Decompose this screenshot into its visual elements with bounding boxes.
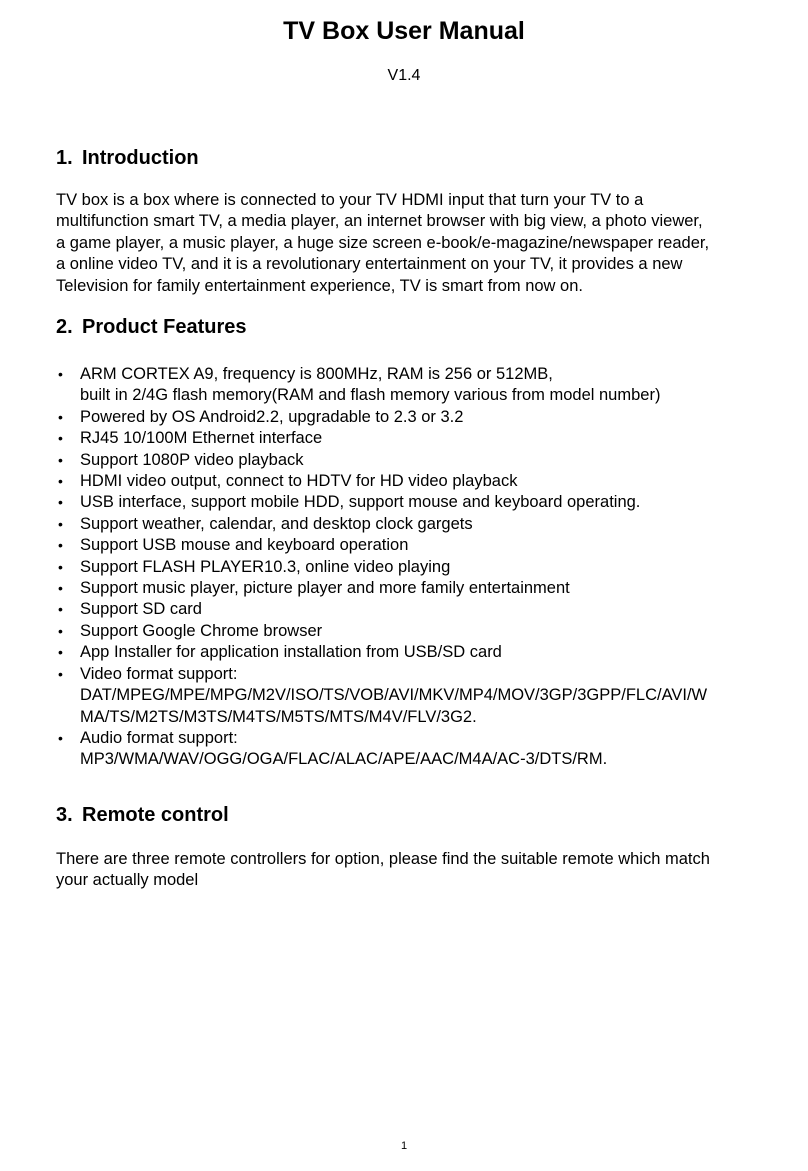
section-heading-remote-control: [56, 802, 229, 828]
section-number: 3.: [56, 804, 73, 826]
section-title: Product Features: [82, 316, 247, 338]
bullet-icon: •: [58, 729, 63, 746]
bullet-icon: •: [58, 580, 63, 597]
feature-list-item: [56, 535, 796, 556]
feature-list-item: [56, 407, 796, 428]
introduction-paragraph: TV box is a box where is connected to your TV HDMI input that turn your TV to a multifunction smart TV, a media player, an internet browser with big view, a photo viewer, a game player, a music player, a huge size screen e-book/e-magazine/newspaper reader, a online video TV, and it is a revolutionary entertainment on your TV, it provides a new Television for family entertainment experience, TV is smart from now on.: [56, 191, 710, 295]
feature-text: Support SD card: [80, 600, 202, 619]
feature-text: Support Google Chrome browser: [80, 621, 323, 640]
section-heading-introduction: [56, 145, 199, 171]
feature-list-item: [56, 664, 796, 728]
feature-list-item: [56, 428, 796, 449]
section-number: 1.: [56, 147, 73, 169]
bullet-icon: •: [58, 515, 63, 532]
bullet-icon: •: [58, 622, 63, 639]
bullet-icon: •: [58, 366, 63, 382]
feature-list-item: [56, 578, 796, 599]
feature-text: RJ45 10/100M Ethernet interface: [80, 429, 323, 448]
section-heading-product-features: [56, 314, 246, 340]
bullet-icon: •: [58, 665, 63, 682]
bullet-icon: •: [58, 494, 63, 511]
section-title: Remote control: [82, 804, 229, 826]
feature-text: USB interface, support mobile HDD, support mouse and keyboard operating.: [80, 493, 641, 512]
bullet-icon: •: [58, 451, 63, 468]
bullet-icon: •: [58, 408, 63, 425]
feature-text: Support weather, calendar, and desktop clock gargets: [80, 514, 473, 533]
document-title: TV Box User Manual: [283, 17, 525, 45]
bullet-icon: •: [58, 601, 63, 618]
feature-text: Support 1080P video playback: [80, 450, 304, 469]
feature-text: HDMI video output, connect to HDTV for HD video playback: [80, 472, 518, 491]
feature-list-item: [56, 621, 796, 642]
feature-text: Video format support: DAT/MPEG/MPE/MPG/M2V/ISO/TS/VOB/AVI/MKV/MP4/MOV/3GP/3GPP/FLC/AVI/W MA/TS/M2TS/M3TS/M4TS/M5TS/MTS/M4V/FLV/3G2.: [80, 664, 708, 726]
bullet-icon: •: [58, 537, 63, 554]
feature-list-item: [56, 557, 796, 578]
feature-text: Powered by OS Android2.2, upgradable to 2.3 or 3.2: [80, 407, 464, 426]
feature-list-item: [56, 514, 796, 535]
bullet-icon: •: [58, 558, 63, 575]
bullet-icon: •: [58, 430, 63, 447]
section-number: 2.: [56, 316, 73, 338]
feature-text: ARM CORTEX A9, frequency is 800MHz, RAM is 256 or 512MB, built in 2/4G flash memory(RAM and flash memory various from model number): [80, 365, 661, 405]
feature-text: Support music player, picture player and more family entertainment: [80, 579, 570, 598]
product-features-list: [56, 364, 796, 771]
bullet-icon: •: [58, 644, 63, 661]
document-version: V1.4: [387, 67, 421, 84]
feature-text: App Installer for application installation from USB/SD card: [80, 643, 502, 662]
feature-list-item: [56, 450, 796, 471]
feature-list-item: [56, 599, 796, 620]
feature-list-item: [56, 728, 796, 771]
section-title: Introduction: [82, 147, 199, 169]
bullet-icon: •: [58, 473, 63, 490]
remote-control-paragraph: There are three remote controllers for option, please find the suitable remote which match your actually model: [56, 850, 710, 890]
feature-list-item: [56, 364, 796, 407]
feature-list-item: [56, 471, 796, 492]
feature-text: Audio format support: MP3/WMA/WAV/OGG/OGA/FLAC/ALAC/APE/AAC/M4A/AC-3/DTS/RM.: [80, 728, 608, 769]
feature-list-item: [56, 642, 796, 663]
feature-text: Support FLASH PLAYER10.3, online video playing: [80, 557, 451, 576]
page-number: 1: [400, 1140, 408, 1152]
feature-text: Support USB mouse and keyboard operation: [80, 536, 409, 555]
feature-list-item: [56, 492, 796, 513]
